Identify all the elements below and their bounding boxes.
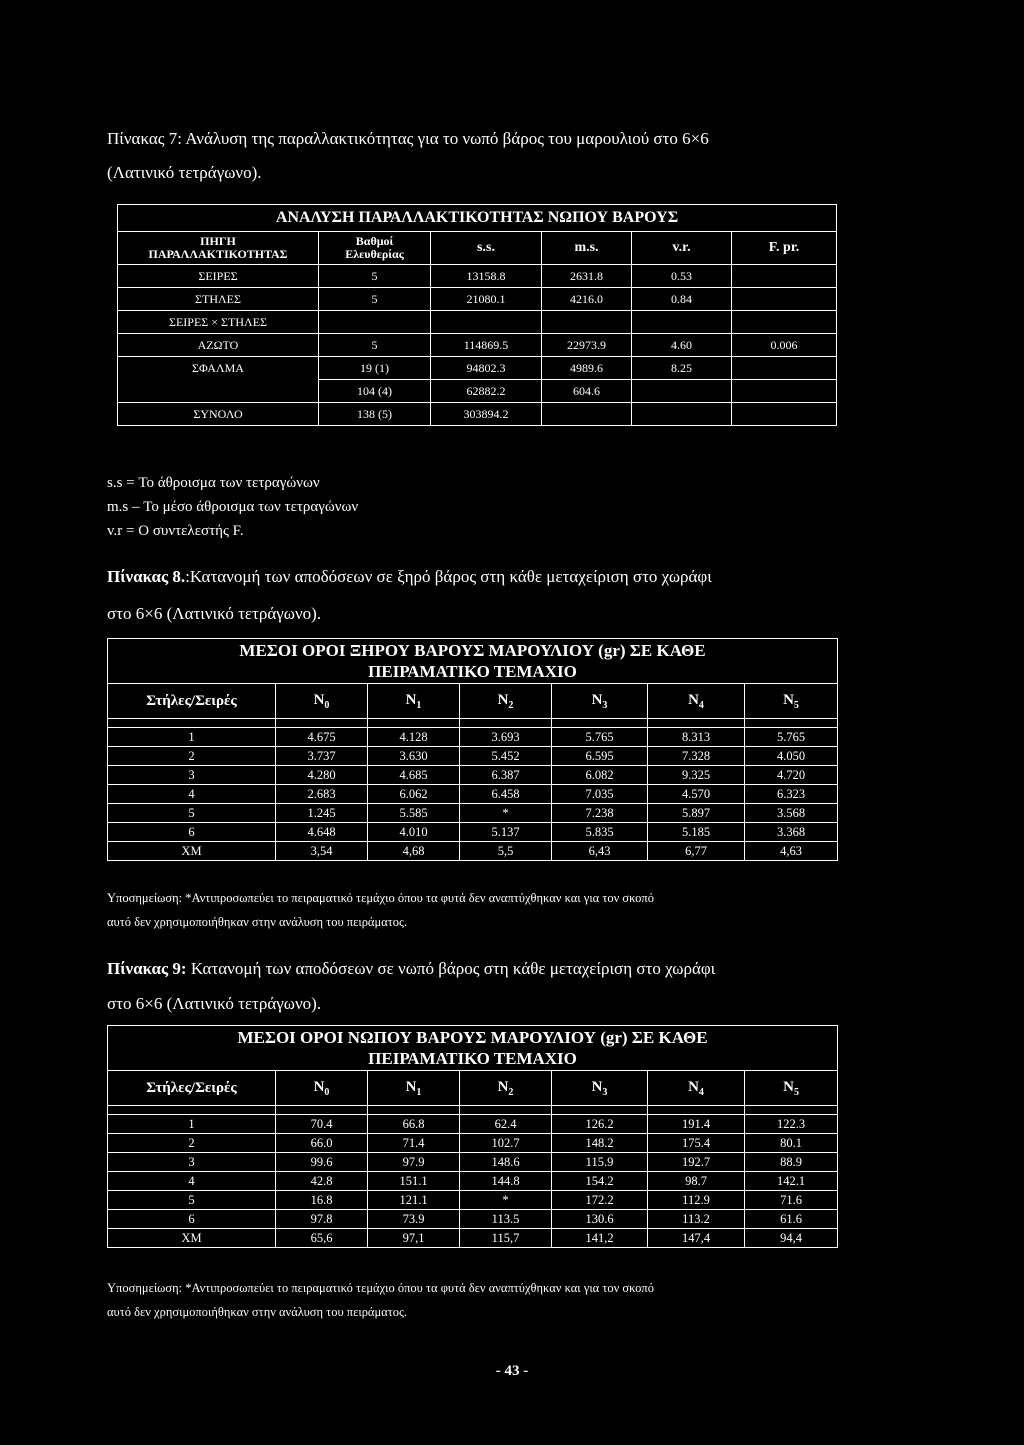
dry-weight-cell: 4.675 [276,728,368,747]
fresh-weight-row-label: 1 [108,1115,276,1134]
legend-ms: m.s – Το μέσο άθροισμα των τετραγώνων [107,499,359,515]
fresh-weight-cell: 113.5 [460,1210,552,1229]
fresh-weight-cell: 94,4 [745,1229,838,1248]
fresh-weight-cell: 73.9 [368,1210,460,1229]
dry-weight-cell: 8.313 [648,728,745,747]
anova-cell-source: ΣΤΗΛΕΣ [118,288,319,311]
dry-weight-cell: 2.683 [276,785,368,804]
table9-caption-line2: στο 6×6 (Λατινικό τετράγωνο). [107,994,322,1013]
anova-header-row [118,232,837,265]
anova-cell-df: 138 (5) [319,403,431,426]
fresh-weight-table [107,1025,838,1248]
anova-cell-source: ΣΕΙΡΕΣ [118,265,319,288]
dry-weight-cell: 4.648 [276,823,368,842]
dry-weight-row [108,804,838,823]
fresh-weight-cell: 66.8 [368,1115,460,1134]
fresh-weight-cell: 65,6 [276,1229,368,1248]
table8-footnote-line2: αυτό δεν χρησιμοποιήθηκαν στην ανάλυση του πειράματος. [107,915,408,929]
dry-weight-row [108,766,838,785]
page-number: - 43 - [495,1363,529,1379]
dry-weight-cell: 4.010 [368,823,460,842]
dry-weight-cell: 6.082 [552,766,648,785]
anova-cell-ms: 4989.6 [542,357,632,380]
anova-cell-ss: 303894.2 [431,403,542,426]
header-ss: s.s. [431,232,542,265]
fresh-weight-row-label: 5 [108,1191,276,1210]
dry-weight-header-n5: $N_5$ [745,684,838,719]
dry-weight-cell: 3.368 [745,823,838,842]
dry-weight-header-n1: $N_1$ [368,684,460,719]
fresh-weight-row [108,1229,838,1248]
fresh-weight-cell: 97.8 [276,1210,368,1229]
anova-cell-ms: 2631.8 [542,265,632,288]
anova-cell-vr: 0.53 [632,265,732,288]
fresh-weight-row-label: 6 [108,1210,276,1229]
dry-weight-cell: 4,63 [745,842,838,861]
anova-cell-ss: 94802.3 [431,357,542,380]
anova-cell-ms: 604.6 [542,380,632,403]
anova-cell-ms: 22973.9 [542,334,632,357]
anova-row [118,403,837,426]
fresh-weight-row [108,1172,838,1191]
dry-weight-table [107,638,838,861]
dry-weight-cell: 1.245 [276,804,368,823]
dry-weight-header-n0: $N_0$ [276,684,368,719]
dry-weight-header-n4: $N_4$ [648,684,745,719]
dry-weight-row [108,823,838,842]
anova-cell-vr: 8.25 [632,357,732,380]
fresh-weight-cell: 147,4 [648,1229,745,1248]
dry-weight-cell: 7.238 [552,804,648,823]
dry-weight-cell: 4.128 [368,728,460,747]
anova-cell-fpr [732,380,837,403]
fresh-weight-cell: 112.9 [648,1191,745,1210]
fresh-weight-cell: 66.0 [276,1134,368,1153]
fresh-weight-cell: 122.3 [745,1115,838,1134]
dry-weight-row [108,785,838,804]
table8-footnote-line1: Υποσημείωση: *Αντιπροσωπεύει το πειραματικό τεμάχιο όπου τα φυτά δεν αναπτύχθηκαν και για τον σκοπό [107,891,654,905]
anova-table [117,204,837,426]
dry-weight-cell: 6,43 [552,842,648,861]
dry-weight-cell: 4,68 [368,842,460,861]
fresh-weight-cell: 141,2 [552,1229,648,1248]
fresh-weight-cell: 126.2 [552,1115,648,1134]
header-ms: m.s. [542,232,632,265]
fresh-weight-cell: 151.1 [368,1172,460,1191]
anova-cell-source: ΣΦΑΛΜΑ [118,357,319,380]
fresh-weight-cell: 61.6 [745,1210,838,1229]
anova-row [118,357,837,380]
anova-cell-fpr [732,403,837,426]
fresh-weight-header-label: Στήλες/Σειρές [108,1071,276,1106]
dry-weight-cell: 5.765 [552,728,648,747]
table8-caption-line2: στο 6×6 (Λατινικό τετράγωνο). [107,604,322,623]
dry-weight-row-label: 6 [108,823,276,842]
fresh-weight-row-label: 2 [108,1134,276,1153]
anova-cell-ss: 114869.5 [431,334,542,357]
anova-cell-ms [542,311,632,334]
fresh-weight-cell: 16.8 [276,1191,368,1210]
anova-cell-fpr [732,357,837,380]
table9-footnote-line1: Υποσημείωση: *Αντιπροσωπεύει το πειραματικό τεμάχιο όπου τα φυτά δεν αναπτύχθηκαν και για τον σκοπό [107,1281,654,1295]
dry-weight-cell: 4.280 [276,766,368,785]
dry-weight-cell: 5.137 [460,823,552,842]
dry-weight-cell: 3.630 [368,747,460,766]
fresh-weight-cell: 88.9 [745,1153,838,1172]
anova-cell-ss: 13158.8 [431,265,542,288]
table9-caption-line1: Πίνακας 9: Κατανομή των αποδόσεων σε νωπό βάρος στη κάθε μεταχείριση στο χωράφι [107,959,716,978]
dry-weight-cell: 5.185 [648,823,745,842]
anova-cell-df: 19 (1) [319,357,431,380]
anova-row [118,380,837,403]
fresh-weight-row-label: XM [108,1229,276,1248]
anova-cell-vr [632,311,732,334]
anova-cell-df: 5 [319,288,431,311]
dry-weight-cell: 4.720 [745,766,838,785]
anova-title: ΑΝΑΛΥΣΗ ΠΑΡΑΛΛΑΚΤΙΚΟΤΗΤΑΣ ΝΩΠΟΥ ΒΑΡΟΥΣ [118,205,837,232]
dry-weight-cell: 3.568 [745,804,838,823]
anova-cell-vr [632,403,732,426]
fresh-weight-cell: 97,1 [368,1229,460,1248]
anova-row [118,311,837,334]
anova-cell-source: ΣΕΙΡΕΣ × ΣΤΗΛΕΣ [118,311,319,334]
anova-cell-df: 5 [319,265,431,288]
table7-caption-line1: Πίνακας 7: Ανάλυση της παραλλακτικότητας για το νωπό βάρος του μαρουλιού στο 6×6 [107,129,709,148]
dry-weight-cell: 5.452 [460,747,552,766]
fresh-weight-cell: 192.7 [648,1153,745,1172]
fresh-weight-cell: 148.2 [552,1134,648,1153]
dry-weight-cell: 4.050 [745,747,838,766]
anova-cell-vr: 4.60 [632,334,732,357]
dry-weight-cell: 3,54 [276,842,368,861]
dry-weight-cell: 3.693 [460,728,552,747]
anova-cell-ss [431,311,542,334]
fresh-weight-row [108,1153,838,1172]
fresh-weight-cell: 115.9 [552,1153,648,1172]
anova-row [118,334,837,357]
dry-weight-cell: 7.328 [648,747,745,766]
anova-cell-df: 104 (4) [319,380,431,403]
dry-weight-row-label: XM [108,842,276,861]
dry-weight-cell: 6.323 [745,785,838,804]
legend-vr: v.r = Ο συντελεστής F. [107,523,244,539]
anova-cell-fpr [732,288,837,311]
fresh-weight-cell: * [460,1191,552,1210]
fresh-weight-cell: 70.4 [276,1115,368,1134]
anova-cell-fpr: 0.006 [732,334,837,357]
fresh-weight-header-row [108,1071,838,1106]
fresh-weight-cell: 71.6 [745,1191,838,1210]
dry-weight-cell: 5.897 [648,804,745,823]
header-source: ΠΗΓΗ ΠΑΡΑΛΛΑΚΤΙΚΟΤΗΤΑΣ [118,232,319,265]
fresh-weight-cell: 80.1 [745,1134,838,1153]
dry-weight-header-n2: $N_2$ [460,684,552,719]
dry-weight-cell: 5.835 [552,823,648,842]
dry-weight-cell: 6.458 [460,785,552,804]
fresh-weight-cell: 121.1 [368,1191,460,1210]
dry-weight-row [108,842,838,861]
dry-weight-row [108,747,838,766]
dry-weight-cell: 6.062 [368,785,460,804]
anova-cell-ss: 21080.1 [431,288,542,311]
anova-cell-source: ΑΖΩΤΟ [118,334,319,357]
dry-weight-row-label: 5 [108,804,276,823]
anova-cell-vr: 0.84 [632,288,732,311]
dry-weight-row-label: 3 [108,766,276,785]
fresh-weight-row-label: 4 [108,1172,276,1191]
fresh-weight-cell: 144.8 [460,1172,552,1191]
anova-cell-df [319,311,431,334]
fresh-weight-cell: 191.4 [648,1115,745,1134]
fresh-weight-cell: 42.8 [276,1172,368,1191]
dry-weight-header-n3: $N_3$ [552,684,648,719]
dry-weight-header-row [108,684,838,719]
dry-weight-cell: 6.387 [460,766,552,785]
fresh-weight-header-n3: $N_3$ [552,1071,648,1106]
fresh-weight-header-n4: $N_4$ [648,1071,745,1106]
fresh-weight-cell: 172.2 [552,1191,648,1210]
dry-weight-cell: 5.585 [368,804,460,823]
dry-weight-row-label: 4 [108,785,276,804]
fresh-weight-row [108,1115,838,1134]
dry-weight-cell: 5.765 [745,728,838,747]
anova-row [118,265,837,288]
fresh-weight-cell: 99.6 [276,1153,368,1172]
dry-weight-header-label: Στήλες/Σειρές [108,684,276,719]
table7-caption-line2: (Λατινικό τετράγωνο). [107,163,262,182]
anova-cell-fpr [732,311,837,334]
dry-weight-cell: 4.685 [368,766,460,785]
table8-caption-line1: Πίνακας 8.:Κατανομή των αποδόσεων σε ξηρό βάρος στη κάθε μεταχείριση στο χωράφι [107,567,712,586]
anova-row [118,288,837,311]
fresh-weight-header-n2: $N_2$ [460,1071,552,1106]
anova-cell-vr [632,380,732,403]
fresh-weight-cell: 97.9 [368,1153,460,1172]
fresh-weight-cell: 148.6 [460,1153,552,1172]
dry-weight-cell: 4.570 [648,785,745,804]
fresh-weight-cell: 71.4 [368,1134,460,1153]
dry-weight-cell: 6,77 [648,842,745,861]
anova-cell-df: 5 [319,334,431,357]
fresh-weight-header-n1: $N_1$ [368,1071,460,1106]
anova-cell-source: ΣΥΝΟΛΟ [118,403,319,426]
dry-weight-title: ΜΕΣΟΙ ΟΡΟΙ ΞΗΡΟΥ ΒΑΡΟΥΣ ΜΑΡΟΥΛΙΟΥ (gr) ΣΕ ΚΑΘΕ ΠΕΙΡΑΜΑΤΙΚΟ ΤΕΜΑΧΙΟ [108,639,838,684]
anova-cell-ms [542,403,632,426]
dry-weight-cell: * [460,804,552,823]
anova-cell-fpr [732,265,837,288]
dry-weight-cell: 6.595 [552,747,648,766]
dry-weight-cell: 5,5 [460,842,552,861]
fresh-weight-row [108,1191,838,1210]
dry-weight-cell: 7.035 [552,785,648,804]
dry-weight-cell: 9.325 [648,766,745,785]
dry-weight-cell: 3.737 [276,747,368,766]
dry-weight-row-label: 2 [108,747,276,766]
anova-cell-ss: 62882.2 [431,380,542,403]
fresh-weight-row [108,1210,838,1229]
fresh-weight-cell: 102.7 [460,1134,552,1153]
fresh-weight-row [108,1134,838,1153]
fresh-weight-cell: 62.4 [460,1115,552,1134]
dry-weight-row-label: 1 [108,728,276,747]
dry-weight-row [108,728,838,747]
table9-footnote-line2: αυτό δεν χρησιμοποιήθηκαν στην ανάλυση του πειράματος. [107,1305,408,1319]
anova-cell-ms: 4216.0 [542,288,632,311]
header-vr: v.r. [632,232,732,265]
fresh-weight-cell: 154.2 [552,1172,648,1191]
fresh-weight-row-label: 3 [108,1153,276,1172]
fresh-weight-header-n0: $N_0$ [276,1071,368,1106]
fresh-weight-cell: 115,7 [460,1229,552,1248]
fresh-weight-cell: 98.7 [648,1172,745,1191]
fresh-weight-cell: 142.1 [745,1172,838,1191]
legend-ss: s.s = Το άθροισμα των τετραγώνων [107,475,320,491]
header-fpr: F. pr. [732,232,837,265]
fresh-weight-cell: 175.4 [648,1134,745,1153]
fresh-weight-title: ΜΕΣΟΙ ΟΡΟΙ ΝΩΠΟΥ ΒΑΡΟΥΣ ΜΑΡΟΥΛΙΟΥ (gr) ΣΕ ΚΑΘΕ ΠΕΙΡΑΜΑΤΙΚΟ ΤΕΜΑΧΙΟ [108,1026,838,1071]
header-df: Βαθμοί Ελευθερίας [319,232,431,265]
fresh-weight-cell: 113.2 [648,1210,745,1229]
fresh-weight-header-n5: $N_5$ [745,1071,838,1106]
anova-cell-source [118,380,319,403]
fresh-weight-cell: 130.6 [552,1210,648,1229]
